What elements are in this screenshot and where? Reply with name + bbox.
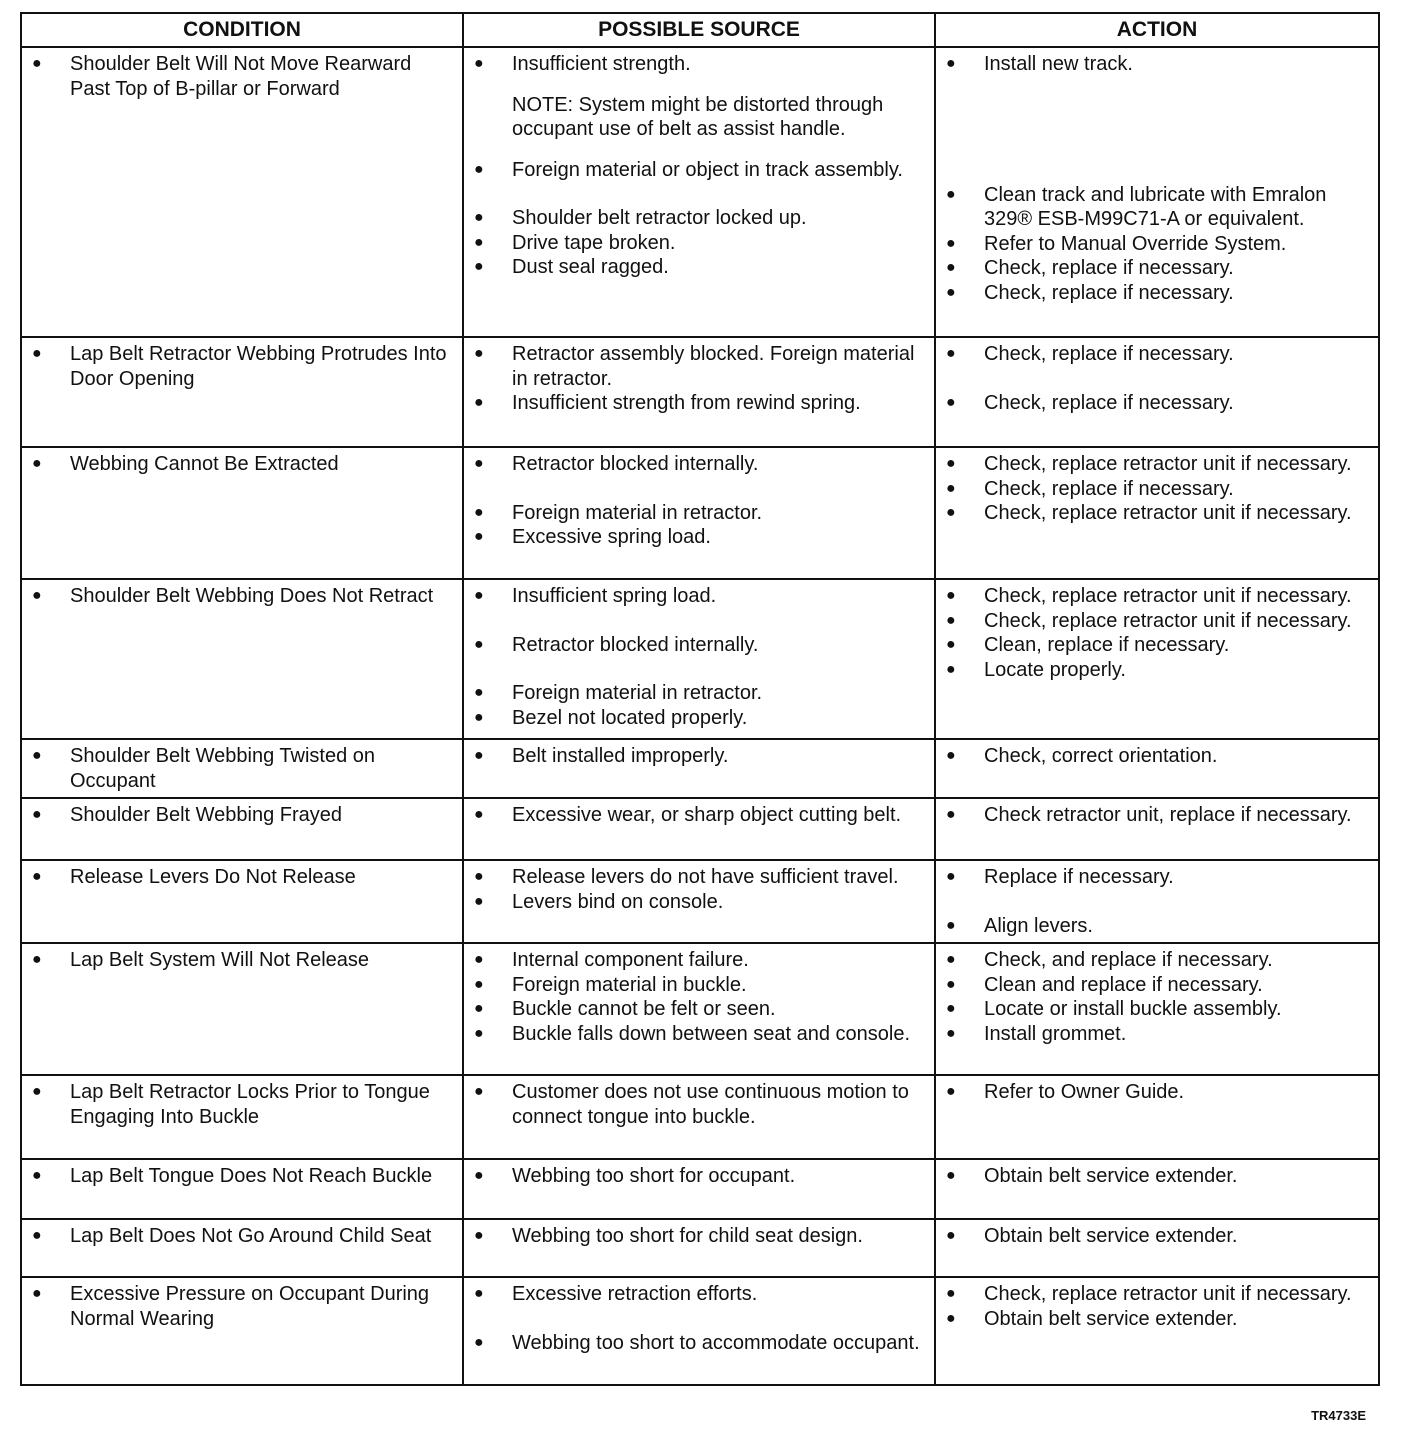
- action-item-text: Check, replace retractor unit if necessary.: [984, 609, 1352, 632]
- source-item: [474, 1022, 926, 1047]
- bullet-icon: ●: [474, 587, 484, 604]
- bullet-icon: ●: [32, 55, 42, 72]
- bullet-icon: ●: [946, 951, 956, 968]
- action-item-text: Clean and replace if necessary.: [984, 973, 1263, 996]
- table-row: [21, 798, 1379, 860]
- table-row: [21, 1159, 1379, 1219]
- condition-item: [32, 803, 454, 828]
- action-item: [946, 633, 1370, 658]
- header-action: ACTION: [935, 13, 1379, 47]
- condition-item-text: Webbing Cannot Be Extracted: [70, 453, 339, 475]
- bullet-icon: ●: [474, 684, 484, 701]
- action-item: [946, 914, 1370, 939]
- action-item: [946, 973, 1370, 998]
- header-row: [21, 13, 1379, 47]
- source-cell: [463, 1277, 935, 1385]
- action-item: [946, 803, 1370, 828]
- source-cell: [463, 1159, 935, 1219]
- condition-item-text: Lap Belt System Will Not Release: [70, 949, 370, 971]
- source-item-text: Retractor blocked internally.: [512, 633, 759, 656]
- source-item: [474, 1164, 926, 1189]
- source-cell: [463, 860, 935, 943]
- source-item: [474, 231, 926, 256]
- bullet-icon: ●: [946, 1167, 956, 1184]
- action-cell: [935, 1075, 1379, 1159]
- bullet-icon: ●: [946, 975, 956, 993]
- action-item: [946, 609, 1370, 634]
- table-row: [21, 47, 1379, 337]
- bullet-icon: ●: [474, 1333, 484, 1351]
- table-row: [21, 1075, 1379, 1159]
- action-cell: [935, 579, 1379, 739]
- source-item: [474, 584, 926, 609]
- condition-item: [32, 342, 454, 391]
- condition-item-text: Shoulder Belt Webbing Does Not Retract: [70, 585, 434, 607]
- bullet-icon: ●: [32, 1083, 42, 1100]
- bullet-icon: ●: [946, 747, 956, 764]
- diagnosis-table: [20, 12, 1380, 1386]
- bullet-icon: ●: [32, 1285, 42, 1302]
- bullet-icon: ●: [474, 892, 484, 910]
- bullet-icon: ●: [946, 345, 956, 362]
- source-cell: [463, 739, 935, 798]
- bullet-icon: ●: [32, 806, 42, 823]
- action-item-text: Check, correct orientation.: [984, 745, 1218, 767]
- action-item-text: Align levers.: [984, 914, 1093, 937]
- source-item-text: Excessive wear, or sharp object cutting belt.: [512, 804, 902, 826]
- bullet-icon: ●: [32, 1227, 42, 1244]
- action-item: [946, 658, 1370, 683]
- action-item-text: Check, replace if necessary.: [984, 477, 1234, 500]
- bullet-icon: ●: [946, 1024, 956, 1042]
- bullet-icon: ●: [946, 1227, 956, 1244]
- source-item-text: Internal component failure.: [512, 949, 749, 971]
- table-row: [21, 1219, 1379, 1277]
- source-item: [474, 342, 926, 391]
- table-row: [21, 337, 1379, 447]
- action-item: [946, 342, 1370, 367]
- condition-cell: [21, 1159, 463, 1219]
- action-item-text: Check, replace if necessary.: [984, 343, 1234, 365]
- bullet-icon: ●: [946, 660, 956, 678]
- source-item: [474, 255, 926, 280]
- figure-id: TR4733E: [1311, 1408, 1366, 1423]
- action-cell: [935, 447, 1379, 579]
- table-row: [21, 943, 1379, 1075]
- bullet-icon: ●: [474, 1000, 484, 1017]
- source-item: [474, 206, 926, 231]
- action-item: [946, 1307, 1370, 1332]
- source-item: [474, 391, 926, 416]
- source-item: [474, 706, 926, 731]
- bullet-icon: ●: [32, 587, 42, 604]
- source-item-text: Drive tape broken.: [512, 231, 676, 254]
- table-row: [21, 579, 1379, 739]
- bullet-icon: ●: [32, 345, 42, 362]
- bullet-icon: ●: [946, 185, 956, 203]
- source-item-text: Foreign material or object in track assembly.: [512, 158, 903, 181]
- bullet-icon: ●: [474, 1167, 484, 1184]
- source-item: [474, 633, 926, 658]
- condition-item: [32, 1224, 454, 1249]
- action-item: [946, 1224, 1370, 1249]
- action-item: [946, 281, 1370, 306]
- source-item: [474, 890, 926, 915]
- action-item-text: Check, replace if necessary.: [984, 391, 1234, 414]
- condition-item: [32, 948, 454, 973]
- source-item-text: NOTE: System might be distorted through occupant use of belt as assist handle.: [512, 93, 884, 140]
- source-item-text: Webbing too short for occupant.: [512, 1165, 796, 1187]
- source-item-text: Buckle falls down between seat and console.: [512, 1022, 911, 1045]
- action-item-text: Obtain belt service extender.: [984, 1225, 1238, 1247]
- source-item-text: Buckle cannot be felt or seen.: [512, 998, 776, 1020]
- bullet-icon: ●: [474, 708, 484, 726]
- bullet-icon: ●: [946, 479, 956, 497]
- condition-cell: [21, 47, 463, 337]
- condition-item: [32, 1080, 454, 1129]
- condition-item-text: Shoulder Belt Will Not Move Rearward Past Top of B-pillar or Forward: [70, 53, 412, 100]
- source-item-text: Retractor blocked internally.: [512, 453, 759, 475]
- source-item-text: Insufficient strength from rewind spring.: [512, 392, 861, 414]
- action-cell: [935, 943, 1379, 1075]
- bullet-icon: ●: [946, 283, 956, 301]
- source-item: [474, 744, 926, 769]
- condition-item: [32, 744, 454, 793]
- action-item-text: Obtain belt service extender.: [984, 1307, 1238, 1330]
- condition-cell: [21, 337, 463, 447]
- bullet-icon: ●: [474, 635, 484, 653]
- action-item: [946, 391, 1370, 416]
- source-item: [474, 93, 926, 142]
- source-item: [474, 1080, 926, 1129]
- source-item: [474, 865, 926, 890]
- action-cell: [935, 1219, 1379, 1277]
- bullet-icon: ●: [474, 868, 484, 885]
- condition-item: [32, 584, 454, 609]
- source-cell: [463, 943, 935, 1075]
- condition-cell: [21, 798, 463, 860]
- action-item-text: Replace if necessary.: [984, 866, 1174, 888]
- action-item-text: Install new track.: [984, 53, 1133, 75]
- action-item-text: Check, replace if necessary.: [984, 281, 1234, 304]
- bullet-icon: ●: [946, 393, 956, 411]
- action-cell: [935, 47, 1379, 337]
- bullet-icon: ●: [32, 868, 42, 885]
- condition-cell: [21, 1075, 463, 1159]
- action-item-text: Clean track and lubricate with Emralon 329® ESB-M99C71-A or equivalent.: [984, 183, 1327, 230]
- bullet-icon: ●: [474, 503, 484, 521]
- bullet-icon: ●: [32, 951, 42, 968]
- condition-cell: [21, 943, 463, 1075]
- condition-item: [32, 865, 454, 890]
- table-row: [21, 739, 1379, 798]
- bullet-icon: ●: [946, 1000, 956, 1017]
- condition-item: [32, 452, 454, 477]
- condition-cell: [21, 1277, 463, 1385]
- header-condition: CONDITION: [21, 13, 463, 47]
- action-cell: [935, 798, 1379, 860]
- bullet-icon: ●: [474, 209, 484, 226]
- source-cell: [463, 47, 935, 337]
- action-item-text: Locate properly.: [984, 658, 1126, 681]
- action-cell: [935, 739, 1379, 798]
- action-item-text: Check, replace retractor unit if necessary.: [984, 502, 1352, 524]
- action-item-text: Clean, replace if necessary.: [984, 634, 1230, 656]
- source-item-text: Insufficient spring load.: [512, 585, 717, 607]
- bullet-icon: ●: [474, 975, 484, 993]
- bullet-icon: ●: [946, 1285, 956, 1302]
- action-item: [946, 183, 1370, 232]
- action-item-text: Install grommet.: [984, 1022, 1127, 1045]
- action-cell: [935, 860, 1379, 943]
- bullet-icon: ●: [946, 587, 956, 604]
- source-item: [474, 973, 926, 998]
- table-row: [21, 447, 1379, 579]
- condition-cell: [21, 579, 463, 739]
- bullet-icon: ●: [32, 1167, 42, 1184]
- bullet-icon: ●: [474, 160, 484, 178]
- source-item-text: Shoulder belt retractor locked up.: [512, 207, 807, 229]
- source-item-text: Excessive spring load.: [512, 526, 711, 548]
- condition-cell: [21, 860, 463, 943]
- source-item: [474, 525, 926, 550]
- source-cell: [463, 1075, 935, 1159]
- source-cell: [463, 447, 935, 579]
- header-possible-source: POSSIBLE SOURCE: [463, 13, 935, 47]
- condition-item-text: Excessive Pressure on Occupant During Normal Wearing: [70, 1283, 430, 1330]
- condition-item-text: Lap Belt Does Not Go Around Child Seat: [70, 1225, 432, 1247]
- bullet-icon: ●: [946, 868, 956, 885]
- action-cell: [935, 337, 1379, 447]
- condition-item-text: Release Levers Do Not Release: [70, 866, 356, 888]
- bullet-icon: ●: [474, 528, 484, 545]
- source-cell: [463, 337, 935, 447]
- action-item-text: Obtain belt service extender.: [984, 1165, 1238, 1187]
- condition-item-text: Lap Belt Tongue Does Not Reach Buckle: [70, 1165, 433, 1187]
- source-item-text: Bezel not located properly.: [512, 706, 748, 729]
- action-item-text: Check retractor unit, replace if necessary.: [984, 804, 1352, 826]
- source-item-text: Release levers do not have sufficient travel.: [512, 866, 899, 888]
- bullet-icon: ●: [32, 747, 42, 764]
- source-item-text: Belt installed improperly.: [512, 745, 729, 767]
- bullet-icon: ●: [474, 1024, 484, 1042]
- bullet-icon: ●: [474, 1227, 484, 1244]
- action-item: [946, 452, 1370, 477]
- action-item: [946, 501, 1370, 526]
- source-item: [474, 52, 926, 77]
- action-item: [946, 52, 1370, 77]
- source-cell: [463, 1219, 935, 1277]
- source-item: [474, 1224, 926, 1249]
- bullet-icon: ●: [474, 951, 484, 968]
- action-item: [946, 997, 1370, 1022]
- source-item-text: Excessive retraction efforts.: [512, 1283, 758, 1305]
- bullet-icon: ●: [946, 234, 956, 252]
- source-item-text: Foreign material in retractor.: [512, 501, 763, 524]
- bullet-icon: ●: [474, 1285, 484, 1302]
- source-item-text: Retractor assembly blocked. Foreign material in retractor.: [512, 343, 915, 390]
- bullet-icon: ●: [946, 1083, 956, 1100]
- bullet-icon: ●: [946, 55, 956, 72]
- condition-cell: [21, 1219, 463, 1277]
- condition-item-text: Shoulder Belt Webbing Frayed: [70, 804, 343, 826]
- source-item: [474, 948, 926, 973]
- action-item: [946, 744, 1370, 769]
- source-item-text: Insufficient strength.: [512, 53, 691, 75]
- source-item: [474, 452, 926, 477]
- source-item-text: Foreign material in retractor.: [512, 682, 763, 704]
- action-item-text: Check, and replace if necessary.: [984, 949, 1273, 971]
- bullet-icon: ●: [946, 916, 956, 934]
- condition-cell: [21, 739, 463, 798]
- action-item-text: Refer to Manual Override System.: [984, 232, 1287, 255]
- source-item-text: Customer does not use continuous motion to connect tongue into buckle.: [512, 1081, 909, 1128]
- table-body: [21, 47, 1379, 1385]
- action-cell: [935, 1159, 1379, 1219]
- bullet-icon: ●: [946, 1309, 956, 1327]
- bullet-icon: ●: [474, 455, 484, 472]
- source-item-text: Levers bind on console.: [512, 890, 724, 913]
- source-item: [474, 681, 926, 706]
- bullet-icon: ●: [474, 345, 484, 362]
- source-item: [474, 158, 926, 183]
- bullet-icon: ●: [32, 455, 42, 472]
- bullet-icon: ●: [474, 1083, 484, 1100]
- source-item: [474, 1331, 926, 1356]
- source-item: [474, 501, 926, 526]
- action-cell: [935, 1277, 1379, 1385]
- bullet-icon: ●: [474, 233, 484, 251]
- action-item: [946, 1022, 1370, 1047]
- condition-cell: [21, 447, 463, 579]
- condition-item: [32, 52, 454, 101]
- bullet-icon: ●: [946, 611, 956, 629]
- bullet-icon: ●: [474, 806, 484, 823]
- bullet-icon: ●: [946, 806, 956, 823]
- condition-item: [32, 1282, 454, 1331]
- condition-item-text: Lap Belt Retractor Webbing Protrudes Into Door Opening: [70, 343, 447, 390]
- source-item: [474, 1282, 926, 1307]
- condition-item-text: Shoulder Belt Webbing Twisted on Occupant: [70, 745, 376, 792]
- condition-item-text: Lap Belt Retractor Locks Prior to Tongue Engaging Into Buckle: [70, 1081, 430, 1128]
- action-item: [946, 1282, 1370, 1307]
- source-item-text: Webbing too short to accommodate occupant.: [512, 1331, 920, 1354]
- action-item-text: Locate or install buckle assembly.: [984, 998, 1282, 1020]
- action-item: [946, 232, 1370, 257]
- source-item-text: Foreign material in buckle.: [512, 973, 747, 996]
- table-row: [21, 860, 1379, 943]
- action-item: [946, 1080, 1370, 1105]
- action-item-text: Check, replace retractor unit if necessary.: [984, 1283, 1352, 1305]
- bullet-icon: ●: [474, 258, 484, 275]
- action-item: [946, 948, 1370, 973]
- bullet-icon: ●: [474, 394, 484, 411]
- table-row: [21, 1277, 1379, 1385]
- action-item: [946, 1164, 1370, 1189]
- action-item: [946, 865, 1370, 890]
- bullet-icon: ●: [474, 55, 484, 72]
- source-cell: [463, 579, 935, 739]
- action-item-text: Check, replace if necessary.: [984, 257, 1234, 279]
- bullet-icon: ●: [474, 747, 484, 764]
- action-item-text: Check, replace retractor unit if necessary.: [984, 585, 1352, 607]
- action-item: [946, 256, 1370, 281]
- action-item-text: Refer to Owner Guide.: [984, 1081, 1185, 1103]
- source-item-text: Webbing too short for child seat design.: [512, 1225, 863, 1247]
- action-item: [946, 477, 1370, 502]
- source-item-text: Dust seal ragged.: [512, 256, 669, 278]
- action-item: [946, 584, 1370, 609]
- source-cell: [463, 798, 935, 860]
- action-item-text: Check, replace retractor unit if necessary.: [984, 453, 1352, 475]
- condition-item: [32, 1164, 454, 1189]
- bullet-icon: ●: [946, 636, 956, 653]
- bullet-icon: ●: [946, 455, 956, 472]
- source-item: [474, 997, 926, 1022]
- source-item: [474, 803, 926, 828]
- bullet-icon: ●: [946, 504, 956, 521]
- bullet-icon: ●: [946, 259, 956, 276]
